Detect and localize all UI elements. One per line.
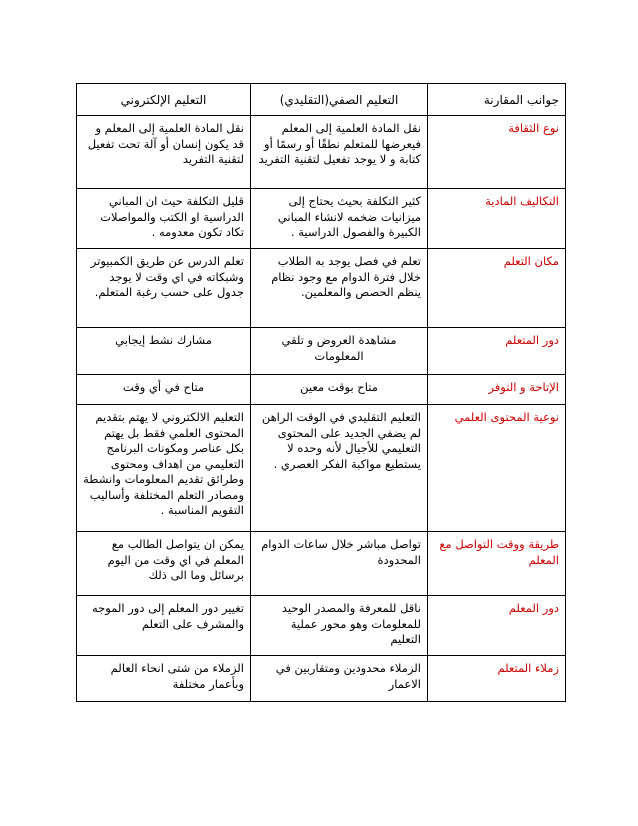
row-aspect: نوعية المحتوى العلمي <box>428 405 566 532</box>
header-aspect: جوانب المقارنة <box>428 84 566 116</box>
row-aspect: دور المعلم <box>428 596 566 656</box>
row-traditional: كثير التكلفة بحيث يحتاج إلى ميزانيات ضخمه لانشاء المباني الكبيرة والفصول الدراسية . <box>251 189 428 249</box>
table-row <box>77 596 566 656</box>
comparison-table <box>76 83 566 702</box>
row-traditional: نقل المادة العلمية إلى المعلم فيعرضها للمتعلم نطقًا أو رسمًا أو كتابة و لا يوجد تفعيل لتقنية التفريد <box>251 116 428 189</box>
table-row <box>77 656 566 702</box>
row-electronic: الزملاء من شتى انحاء العالم وبأعمار مختلفة <box>77 656 251 702</box>
header-traditional: التعليم الصفي(التقليدي) <box>251 84 428 116</box>
row-electronic: يمكن ان يتواصل الطالب مع المعلم في اي وقت من اليوم برسائل وما الى ذلك <box>77 532 251 596</box>
row-traditional: مشاهدة العروض و تلقي المعلومات <box>251 328 428 375</box>
row-electronic: تعلم الدرس عن طريق الكمبيوتر وشبكاته في اي وقت لا يوجد جدول على حسب رغبة المتعلم. <box>77 249 251 328</box>
table-header-row <box>77 84 566 116</box>
table-row <box>77 328 566 375</box>
table-row <box>77 189 566 249</box>
row-aspect: الإتاحة و التوفر <box>428 375 566 405</box>
row-traditional: ناقل للمعرفة والمصدر الوحيد للمعلومات وهو محور عملية التعليم <box>251 596 428 656</box>
table-row <box>77 249 566 328</box>
header-electronic: التعليم الإلكتروني <box>77 84 251 116</box>
row-aspect: نوع الثقافة <box>428 116 566 189</box>
row-aspect: مكان التعلم <box>428 249 566 328</box>
row-electronic: مشارك نشط إيجابي <box>77 328 251 375</box>
row-aspect: دور المتعلم <box>428 328 566 375</box>
table-row <box>77 375 566 405</box>
row-traditional: تعلم في فصل يوجد به الطلاب خلال فترة الدوام مع وجود نظام ينظم الحصص والمعلمين. <box>251 249 428 328</box>
row-electronic: قليل التكلفة حيث ان المباني الدراسية او الكتب والمواصلات تكاد تكون معدومه . <box>77 189 251 249</box>
row-aspect: التكاليف المادية <box>428 189 566 249</box>
row-aspect: زملاء المتعلم <box>428 656 566 702</box>
table-row <box>77 405 566 532</box>
row-aspect: طريقة ووقت التواصل مع المعلم <box>428 532 566 596</box>
row-traditional: متاح بوقت معين <box>251 375 428 405</box>
row-electronic: تغيير دور المعلم إلى دور الموجه والمشرف على التعلم <box>77 596 251 656</box>
row-traditional: تواصل مباشر خلال ساعات الدوام المحدودة <box>251 532 428 596</box>
row-electronic: متاح في أي وقت <box>77 375 251 405</box>
row-electronic: التعليم الالكتروني لا يهتم بتقديم المحتوى العلمي فقط بل يهتم بكل عناصر ومكونات البرنامج التعليمي من اهداف ومحتوى وطرائق تقديم المعلومات وانشطة ومصادر التعلم المختلفة وأساليب التقويم المناسبة . <box>77 405 251 532</box>
table-row <box>77 532 566 596</box>
row-traditional: التعليم التقليدي في الوقت الراهن لم يضفي الجديد على المحتوى التعليمي للأجيال لأنه وحده لا يستطيع مواكبة الفكر العصري . <box>251 405 428 532</box>
row-electronic: نقل المادة العلمية إلى المعلم و قد يكون إنسان أو آلة تحت تفعيل لتقنية التفريد <box>77 116 251 189</box>
table-row <box>77 116 566 189</box>
row-traditional: الزملاء محدودين ومتقاربين في الاعمار <box>251 656 428 702</box>
